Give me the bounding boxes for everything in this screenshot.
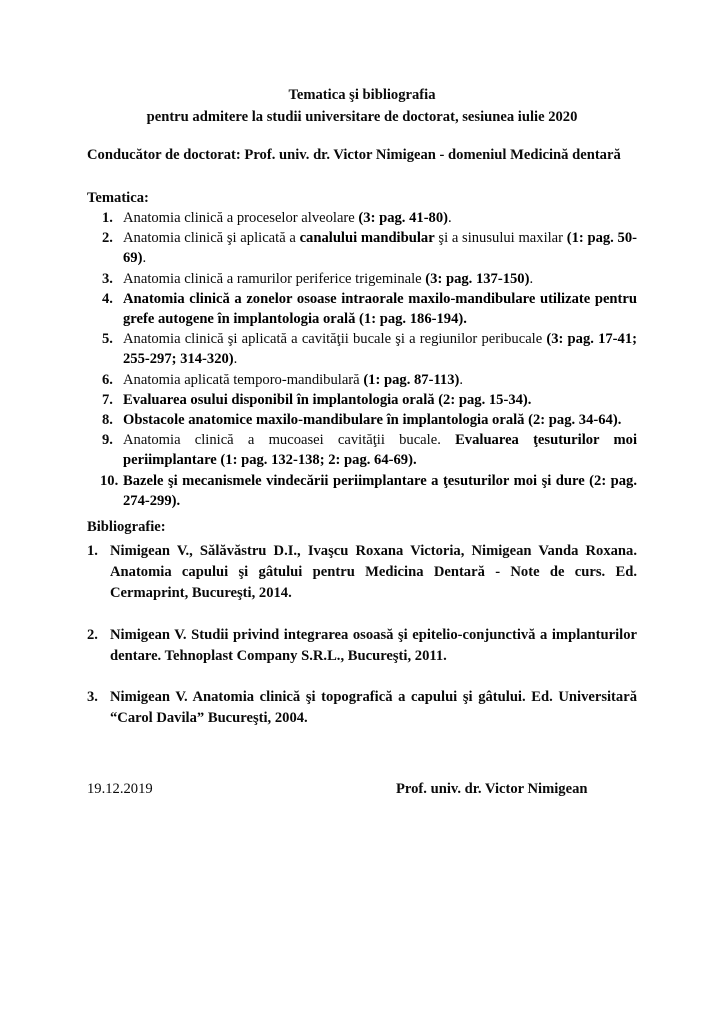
bibliography-item: [87, 687, 637, 729]
bibliography-heading: Bibliografie:: [87, 519, 166, 536]
topic-text-segment: Anatomia clinică a zonelor osoase intraorale maxilo-mandibulare utilizate pentru grefe autogene în implantologia orală (1: pag. 186-194).: [123, 290, 637, 328]
topic-number: 2.: [102, 230, 113, 247]
bibliography-text: Nimigean V. Studii privind integrarea osoasă şi epitelio-conjunctivă a implanturilor dentare. Tehnoplast Company S.R.L., Bucureşti, 2011.: [110, 626, 637, 664]
topic-number: 8.: [102, 412, 113, 429]
topic-text-segment: .: [142, 250, 147, 267]
bibliography-number: 2.: [87, 626, 98, 643]
topic-number: 7.: [102, 391, 113, 408]
topic-item: [87, 370, 637, 390]
topic-text-segment: (3: pag. 41-80): [358, 210, 449, 226]
topic-text-segment: Evaluarea ţesuturilor moi periimplantare (1: pag. 132-138; 2: pag. 64-69).: [123, 432, 637, 469]
topic-item: [87, 269, 637, 289]
signature-name: Prof. univ. dr. Victor Nimigean: [396, 781, 588, 797]
topic-item: [87, 329, 637, 369]
topic-text-segment: (3: pag. 17-41; 255-297; 314-320): [123, 331, 637, 368]
topic-text-segment: Anatomia aplicată temporo-mandibulară: [123, 371, 364, 388]
bibliography-text: Nimigean V. Anatomia clinică şi topografică a capului şi gâtului. Ed. Universitară “Carol Davila” Bucureşti, 2004.: [110, 689, 637, 727]
bibliography-text: Nimigean V., Sălăvăstru D.I., Ivaşcu Roxana Victoria, Nimigean Vanda Roxana. Anatomia capului şi gâtului pentru Medicina Dentară - Note de curs. Ed. Cermaprint, Bucureşti, 2014.: [110, 543, 637, 602]
topic-item: [87, 430, 637, 470]
topic-text-segment: Evaluarea osului disponibil în implantologia orală (2: pag. 15-34).: [123, 391, 532, 408]
bibliography-number: 1.: [87, 543, 98, 560]
topic-number: 1.: [102, 210, 113, 226]
document-title: [87, 84, 637, 128]
topic-text-segment: Bazele şi mecanismele vindecării periimplantare a ţesuturilor moi şi dure (2: pag. 274-299).: [123, 472, 637, 509]
topic-text-segment: şi a sinusului maxilar: [434, 230, 567, 247]
topic-text-segment: canalului mandibular: [299, 230, 435, 247]
topic-text-segment: .: [529, 270, 534, 287]
topic-number: 3.: [102, 270, 113, 287]
topic-item: [87, 289, 637, 329]
topics-heading: Tematica:: [87, 190, 149, 206]
topic-number: 5.: [102, 331, 113, 348]
topic-text-segment: .: [233, 351, 238, 368]
document-title-line2: pentru admitere la studii universitare de doctorat, sesiunea iulie 2020: [146, 109, 578, 125]
topic-number: 9.: [102, 432, 113, 449]
topic-number: 10.: [100, 472, 119, 489]
topic-item: [87, 228, 637, 268]
topic-text-segment: (1: pag. 50-69): [123, 230, 637, 267]
bibliography-item: [87, 541, 637, 605]
topic-item: [87, 390, 637, 410]
document-title-line1: Tematica şi bibliografia: [288, 87, 436, 103]
document-date: 19.12.2019: [87, 781, 153, 797]
topic-item: [87, 208, 637, 228]
topic-text-segment: Anatomia clinică şi aplicată a cavităţii bucale şi a regiunilor peribucale: [123, 331, 547, 348]
topic-number: 4.: [102, 290, 113, 307]
bibliography-number: 3.: [87, 689, 98, 706]
topic-text-segment: Anatomia clinică şi aplicată a: [123, 230, 300, 247]
topic-text-segment: Obstacole anatomice maxilo-mandibulare în implantologia orală (2: pag. 34-64).: [123, 412, 622, 429]
bibliography-list: [87, 541, 637, 729]
topic-text-segment: Anatomia clinică a mucoasei cavităţii bucale.: [123, 432, 456, 449]
topic-text-segment: .: [459, 371, 464, 388]
topic-text-segment: Anatomia clinică a proceselor alveolare: [123, 210, 359, 226]
footer: [87, 779, 637, 799]
topic-text-segment: Anatomia clinică a ramurilor periferice trigeminale: [123, 270, 426, 287]
topics-list: [87, 208, 637, 511]
topic-text-segment: .: [448, 210, 452, 226]
topic-item: [87, 410, 637, 430]
topic-text-segment: (1: pag. 87-113): [363, 371, 460, 388]
topic-text-segment: (3: pag. 137-150): [425, 270, 530, 287]
topic-item: [87, 471, 637, 511]
topic-number: 6.: [102, 371, 113, 388]
bibliography-item: [87, 625, 637, 667]
supervisor-line: Conducător de doctorat: Prof. univ. dr. Victor Nimigean - domeniul Medicină dentară: [87, 147, 621, 163]
